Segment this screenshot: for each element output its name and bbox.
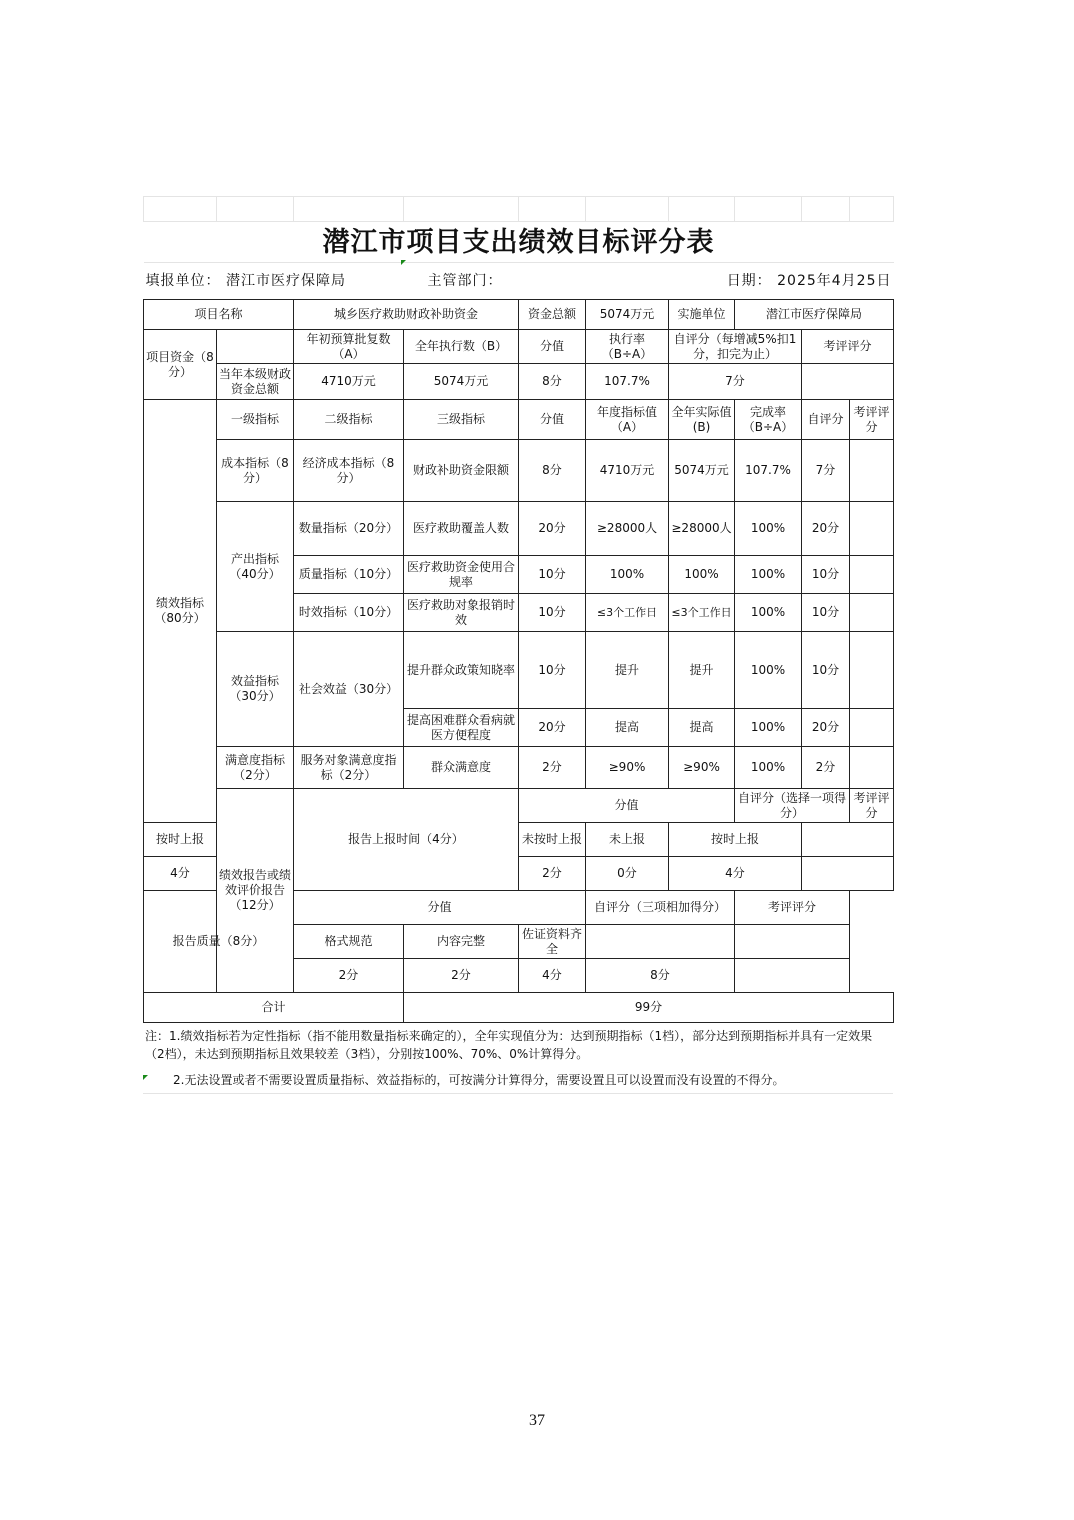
scoring-sheet <box>143 196 893 1094</box>
output-actual: ≥28000人 <box>669 502 735 556</box>
satisfaction-rate: 100% <box>735 747 802 789</box>
output-target: ≤3个工作日 <box>586 594 669 632</box>
report-quality-self-empty <box>586 925 735 959</box>
performance-section-label: 绩效指标（80分） <box>144 400 217 823</box>
output-self: 20分 <box>802 502 850 556</box>
report-section-label: 绩效报告或绩效评价报告（12分） <box>217 789 294 993</box>
project-name-label: 项目名称 <box>144 300 294 330</box>
output-l3: 医疗救助对象报销时效 <box>404 594 519 632</box>
funds-header: 年初预算批复数（A） <box>294 330 404 364</box>
output-target: ≥28000人 <box>586 502 669 556</box>
cost-actual: 5074万元 <box>669 440 735 502</box>
funds-header: 全年执行数（B） <box>404 330 519 364</box>
report-quality-value: 4分 <box>519 959 586 993</box>
report-time-option: 未按时上报 <box>519 823 586 857</box>
output-eval <box>850 502 894 556</box>
report-time-self-choice: 按时上报 <box>669 823 802 857</box>
report-quality-label: 报告质量（8分） <box>144 891 294 993</box>
report-time-self-score: 4分 <box>669 857 802 891</box>
report-quality-score-header: 分值 <box>294 891 586 925</box>
benefit-score: 10分 <box>519 632 586 709</box>
output-score: 20分 <box>519 502 586 556</box>
perf-header: 考评评分 <box>850 400 894 440</box>
output-actual: 100% <box>669 556 735 594</box>
cost-l3: 财政补助资金限额 <box>404 440 519 502</box>
fund-total-label: 资金总额 <box>519 300 586 330</box>
report-time-option: 按时上报 <box>144 823 217 857</box>
output-eval <box>850 556 894 594</box>
satisfaction-target: ≥90% <box>586 747 669 789</box>
cost-self: 7分 <box>802 440 850 502</box>
funds-header: 自评分（每增减5%扣1分，扣完为止） <box>669 330 802 364</box>
total-label: 合计 <box>144 993 404 1023</box>
funds-section-label: 项目资金（8分） <box>144 330 217 400</box>
report-quality-eval-empty <box>735 925 850 959</box>
cost-eval <box>850 440 894 502</box>
report-time-eval-score <box>802 857 894 891</box>
impl-unit-value: 潜江市医疗保障局 <box>735 300 894 330</box>
perf-header: 自评分 <box>802 400 850 440</box>
output-rate: 100% <box>735 594 802 632</box>
output-eval <box>850 594 894 632</box>
note-1: 注：1.绩效指标若为定性指标（指不能用数量指标来确定的），全年实现值分为：达到预期指标（1档），部分达到预期指标并具有一定效果（2档），未达到预期指标且效果较差（3档），分别按100%、70%、0%计算得分。 <box>145 1029 873 1061</box>
report-quality-eval-score <box>735 959 850 993</box>
score-table <box>143 196 894 1023</box>
funds-self-score: 7分 <box>669 364 802 400</box>
report-time-label: 报告上报时间（4分） <box>294 789 519 891</box>
blank-grid-row <box>144 197 894 222</box>
output-score: 10分 <box>519 556 586 594</box>
report-quality-self-score: 8分 <box>586 959 735 993</box>
perf-header: 完成率（B÷A） <box>735 400 802 440</box>
output-self: 10分 <box>802 594 850 632</box>
report-quality-option: 内容完整 <box>404 925 519 959</box>
benefit-target: 提升 <box>586 632 669 709</box>
authority: 主管部门： <box>404 263 669 300</box>
total-value: 99分 <box>404 993 894 1023</box>
funds-header: 分值 <box>519 330 586 364</box>
benefit-rate: 100% <box>735 632 802 709</box>
report-quality-eval-header: 考评评分 <box>735 891 850 925</box>
satisfaction-l1: 满意度指标（2分） <box>217 747 294 789</box>
output-l1: 产出指标（40分） <box>217 502 294 632</box>
output-target: 100% <box>586 556 669 594</box>
project-name-value: 城乡医疗救助财政补助资金 <box>294 300 519 330</box>
benefit-l1: 效益指标（30分） <box>217 632 294 747</box>
output-rate: 100% <box>735 556 802 594</box>
report-time-score-header: 分值 <box>519 789 735 823</box>
perf-header: 一级指标 <box>217 400 294 440</box>
report-time-value: 4分 <box>144 857 217 891</box>
benefit-score: 20分 <box>519 709 586 747</box>
report-time-eval-empty <box>802 823 894 857</box>
cost-target: 4710万元 <box>586 440 669 502</box>
report-quality-self-header: 自评分（三项相加得分） <box>586 891 735 925</box>
report-time-value: 0分 <box>586 857 669 891</box>
output-self: 10分 <box>802 556 850 594</box>
funds-row-label: 当年本级财政资金总额 <box>217 364 294 400</box>
cost-score: 8分 <box>519 440 586 502</box>
fund-total-value: 5074万元 <box>586 300 669 330</box>
page-number: 37 <box>529 1412 545 1429</box>
funds-budget: 4710万元 <box>294 364 404 400</box>
funds-executed: 5074万元 <box>404 364 519 400</box>
perf-header: 年度指标值（A） <box>586 400 669 440</box>
output-score: 10分 <box>519 594 586 632</box>
output-rate: 100% <box>735 502 802 556</box>
note-2: 2.无法设置或者不需要设置质量指标、效益指标的，可按满分计算得分，需要设置且可以设置而没有设置的不得分。 <box>143 1067 893 1094</box>
perf-header: 全年实际值(B) <box>669 400 735 440</box>
report-quality-option: 格式规范 <box>294 925 404 959</box>
report-time-option: 未上报 <box>586 823 669 857</box>
benefit-rate: 100% <box>735 709 802 747</box>
benefit-target: 提高 <box>586 709 669 747</box>
report-quality-value: 2分 <box>294 959 404 993</box>
output-actual: ≤3个工作日 <box>669 594 735 632</box>
report-time-self-header: 自评分（选择一项得分） <box>735 789 850 823</box>
report-time-eval-header: 考评评分 <box>850 789 894 823</box>
benefit-eval <box>850 632 894 709</box>
satisfaction-eval <box>850 747 894 789</box>
cell-marker-icon <box>401 260 406 265</box>
benefit-l3: 提高困难群众看病就医方便程度 <box>404 709 519 747</box>
report-quality-option: 佐证资料齐全 <box>519 925 586 959</box>
benefit-l2: 社会效益（30分） <box>294 632 404 747</box>
cost-rate: 107.7% <box>735 440 802 502</box>
benefit-eval <box>850 709 894 747</box>
benefit-actual: 提高 <box>669 709 735 747</box>
output-l2: 数量指标（20分） <box>294 502 404 556</box>
funds-eval-score <box>802 364 894 400</box>
benefit-actual: 提升 <box>669 632 735 709</box>
satisfaction-actual: ≥90% <box>669 747 735 789</box>
satisfaction-self: 2分 <box>802 747 850 789</box>
report-date: 日期： 2025年4月25日 <box>669 263 894 300</box>
funds-header: 执行率（B÷A） <box>586 330 669 364</box>
impl-unit-label: 实施单位 <box>669 300 735 330</box>
page-title: 潜江市项目支出绩效目标评分表 <box>144 222 894 263</box>
benefit-self: 10分 <box>802 632 850 709</box>
satisfaction-score: 2分 <box>519 747 586 789</box>
perf-header: 二级指标 <box>294 400 404 440</box>
funds-header: 考评评分 <box>802 330 894 364</box>
report-quality-value: 2分 <box>404 959 519 993</box>
benefit-self: 20分 <box>802 709 850 747</box>
satisfaction-l3: 群众满意度 <box>404 747 519 789</box>
satisfaction-l2: 服务对象满意度指标（2分） <box>294 747 404 789</box>
output-l2: 时效指标（10分） <box>294 594 404 632</box>
notes-table <box>143 1023 893 1094</box>
perf-header: 三级指标 <box>404 400 519 440</box>
benefit-l3: 提升群众政策知晓率 <box>404 632 519 709</box>
cell-marker-icon <box>143 1075 148 1080</box>
report-time-value: 2分 <box>519 857 586 891</box>
output-l2: 质量指标（10分） <box>294 556 404 594</box>
funds-score: 8分 <box>519 364 586 400</box>
funds-header-empty <box>217 330 294 364</box>
cost-l2: 经济成本指标（8分） <box>294 440 404 502</box>
perf-header: 分值 <box>519 400 586 440</box>
cost-l1: 成本指标（8分） <box>217 440 294 502</box>
output-l3: 医疗救助资金使用合规率 <box>404 556 519 594</box>
output-l3: 医疗救助覆盖人数 <box>404 502 519 556</box>
funds-rate: 107.7% <box>586 364 669 400</box>
reporting-unit: 填报单位： 潜江市医疗保障局 <box>144 263 404 300</box>
